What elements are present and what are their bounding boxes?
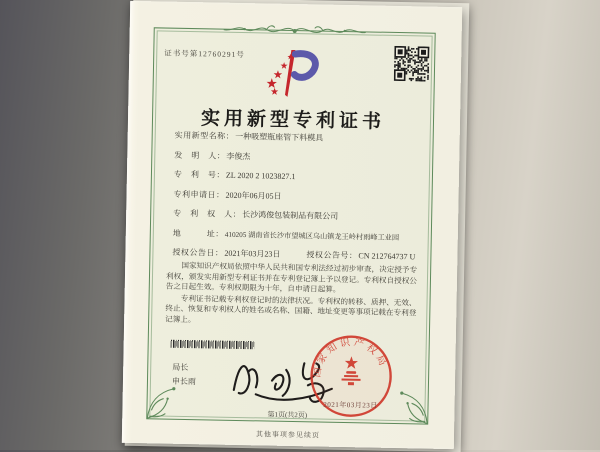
- continuation-note: 其他事项参见续页: [255, 430, 321, 440]
- field-label: 专 利 权 人：: [173, 208, 242, 220]
- certificate-title: 实用新型专利证书: [200, 108, 386, 133]
- certificate-number: 证书号第12760291号: [164, 48, 245, 60]
- director-block: [172, 361, 197, 389]
- field-value: CN 212764737 U: [358, 251, 416, 262]
- field-row-address: [173, 228, 423, 243]
- field-value: 2021年03月23日: [224, 248, 281, 259]
- field-label: 专利申请日：: [173, 189, 225, 200]
- field-value: 一种吸塑瓶座管下料模具: [235, 131, 324, 143]
- field-value: ZL 2020 2 1023827.1: [225, 170, 296, 182]
- field-label: 发 明 人：: [174, 150, 226, 161]
- field-row-patentee: [173, 209, 423, 224]
- field-label: 专 利 号：: [173, 169, 226, 180]
- legal-paragraph-2: 专利证书记载专利权登记时的法律状况。专利权的转移、质押、无效、终止、恢复和专利权人的姓名或名称、国籍、地址变更等事项记载在专利登记簿上。: [165, 293, 417, 325]
- legal-paragraph-1: 国家知识产权局依照中华人民共和国专利法经过初步审查，决定授予专利权，颁发实用新型专利证书并在专利登记簿上予以登记。专利权自授权公告之日起生效。专利权期限为十年，自申请日起算。: [165, 260, 418, 295]
- field-value: 李俊杰: [226, 151, 251, 161]
- qr-code-icon: [394, 46, 430, 82]
- field-row-patent-number: [174, 170, 424, 185]
- field-label: 实用新型名称：: [174, 130, 235, 141]
- field-label: 地 址：: [172, 228, 224, 239]
- seal-text: 国家知识产权局: [311, 336, 390, 379]
- field-label: 授权公告日：: [172, 247, 224, 258]
- field-value: 长沙鸿俊包装制品有限公司: [242, 210, 339, 221]
- page-number: 第1页(共2页): [267, 410, 308, 420]
- field-value: 410205 湖南省长沙市望城区乌山镇龙王岭村雨峰工业园: [224, 230, 400, 242]
- field-value: 2020年06月05日: [225, 190, 282, 201]
- barcode-icon: [171, 340, 255, 350]
- certificate-page: [122, 1, 462, 449]
- field-label: 授权公告号：: [306, 250, 358, 261]
- legal-text: [165, 261, 417, 331]
- seal-date-stamp: 2021年03月23日: [323, 400, 378, 410]
- field-row-filing-date: [173, 189, 423, 204]
- field-row-grant: [172, 248, 422, 263]
- director-title: 局长: [172, 362, 189, 373]
- top-garland-ornament: [220, 21, 370, 42]
- field-row-inventor: [174, 150, 424, 165]
- director-name: 申长雨: [171, 376, 197, 387]
- patent-fields: [172, 131, 425, 272]
- cnipa-logo-icon: [263, 46, 324, 101]
- certificate-border-frame: [146, 27, 435, 424]
